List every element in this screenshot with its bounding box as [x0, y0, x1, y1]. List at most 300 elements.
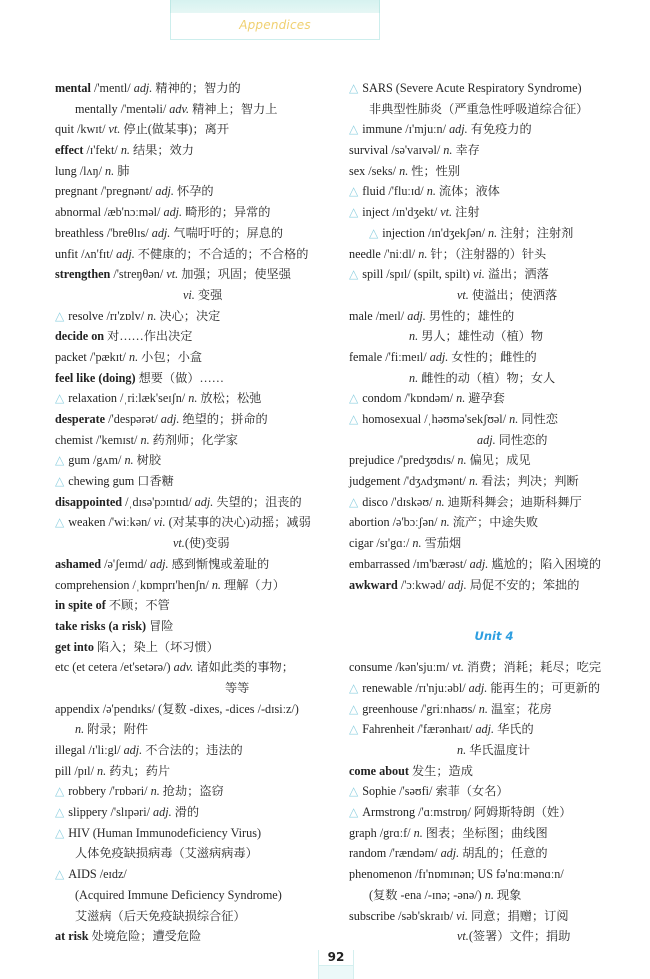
vocab-entry — [349, 843, 639, 864]
part-of-speech: vt. — [457, 929, 469, 944]
triangle-marker-icon: △ — [349, 805, 359, 820]
entry-text: /'ɔːkwəd/ — [397, 577, 449, 592]
definition: 决心；决定 — [156, 308, 221, 323]
vocab-entry — [55, 119, 340, 140]
entry-text: /'dʒʌdʒmənt/ — [400, 474, 469, 489]
vocab-entry — [349, 409, 639, 430]
entry-text: /ɪ'liːgl/ — [85, 743, 124, 757]
triangle-marker-icon: △ — [369, 225, 379, 240]
page-number: 92 — [319, 950, 353, 966]
part-of-speech: n. — [147, 308, 157, 323]
triangle-marker-icon: △ — [349, 412, 359, 426]
definition: 滑的 — [171, 805, 200, 820]
vocab-entry — [55, 843, 340, 864]
triangle-marker-icon: △ — [55, 825, 65, 840]
definition: 同性恋 — [518, 412, 558, 426]
entry-text: /'pækɪt/ — [86, 349, 129, 364]
entry-text: /'griːnhaʊs/ — [417, 701, 479, 716]
triangle-marker-icon: △ — [349, 122, 359, 137]
entry-text: /'kemɪst/ — [92, 432, 141, 447]
vocab-entry — [349, 306, 639, 327]
headword: Armstrong — [362, 805, 416, 820]
entry-text: /'mentl/ — [90, 81, 134, 95]
vocab-entry — [349, 657, 639, 678]
definition: 肺 — [114, 163, 130, 178]
headword: judgement — [349, 474, 401, 489]
part-of-speech: n. — [468, 474, 479, 489]
entry-text: 非典型性肺炎（严重急性呼吸道综合征） — [369, 101, 589, 116]
entry-text: /rɪ'zɒlv/ — [103, 308, 148, 323]
entry-text: /kwɪt/ — [73, 122, 109, 137]
definition: 失望的；沮丧的 — [213, 494, 302, 509]
headword: immune — [362, 122, 403, 137]
definition: 感到惭愧或羞耻的 — [168, 556, 270, 571]
vocab-entry — [55, 781, 340, 802]
vocab-entry — [349, 264, 639, 285]
vocab-entry — [55, 223, 340, 244]
entry-text: /æb'nɔːməl/ — [101, 205, 164, 220]
vocab-entry — [55, 926, 340, 947]
headword: female — [349, 349, 383, 364]
entry-text: /sɪ'gɑː/ — [373, 536, 413, 551]
headword: desperate — [55, 412, 106, 426]
vocab-entry — [55, 347, 340, 368]
entry-text: /'rændəm/ — [386, 846, 441, 861]
headword: slippery — [68, 805, 108, 820]
vocab-entry — [349, 140, 639, 161]
definition: (使)变弱 — [184, 536, 230, 551]
part-of-speech: adj. — [194, 494, 214, 509]
definition: 尴尬的；陷入困境的 — [488, 556, 602, 571]
vocab-entry — [349, 512, 639, 533]
definition: 药剂师；化学家 — [149, 432, 238, 447]
entry-text: /ə'ʃeɪmd/ — [101, 556, 150, 571]
definition: 迪斯科舞会；迪斯科舞厅 — [444, 494, 582, 509]
vocab-entry — [55, 326, 340, 347]
headword: survival — [349, 143, 389, 158]
vocab-entry — [349, 78, 639, 99]
part-of-speech: vt. — [173, 536, 185, 551]
vocab-entry — [349, 161, 639, 182]
definition: 能再生的；可更新的 — [487, 680, 601, 695]
entry-text: /'slɪpəri/ — [107, 805, 154, 820]
headword: relaxation — [68, 391, 117, 406]
part-of-speech: adj. — [469, 556, 489, 571]
definition: 流体；液体 — [435, 184, 500, 199]
triangle-marker-icon: △ — [349, 680, 359, 695]
headword: consume — [349, 660, 393, 675]
vocab-entry — [55, 512, 340, 533]
part-of-speech: n. — [120, 143, 130, 158]
entry-text: /'fiːmeɪl/ — [382, 349, 430, 364]
vocab-entry — [349, 471, 639, 492]
headword: mentally — [75, 101, 118, 116]
part-of-speech: adj. — [116, 246, 135, 261]
definition: 华氏温度计 — [466, 743, 531, 758]
entry-text: /ə'bɔːʃən/ — [389, 515, 441, 530]
vocab-entry — [349, 181, 639, 202]
entry-text: /ɪm'bærəst/ — [409, 556, 470, 571]
headword: sex — [349, 163, 366, 178]
headword: subscribe — [349, 908, 396, 923]
entry-text: /spɪl/ (spilt, spilt) — [383, 267, 473, 282]
definition: 现象 — [493, 887, 522, 902]
part-of-speech: adj. — [448, 577, 467, 592]
spacer — [349, 595, 639, 616]
entry-text: 发生；造成 — [408, 763, 473, 778]
vocab-entry — [55, 409, 340, 430]
entry-text: /'wiːkən/ — [105, 515, 154, 530]
vocab-entry — [55, 719, 340, 740]
entry-text: /'mentəli/ — [117, 101, 170, 116]
part-of-speech: vi. — [153, 515, 166, 530]
headword: take risks (a risk) — [55, 618, 147, 633]
headword: feel like (doing) — [55, 370, 136, 385]
definition: 附录；附件 — [84, 722, 149, 737]
entry-text: /gʌm/ — [89, 453, 125, 468]
headword: chewing gum — [68, 474, 135, 489]
part-of-speech: adj. — [160, 412, 180, 426]
headword: resolve — [68, 308, 104, 323]
vocab-entry — [55, 906, 340, 927]
entry-text: (Acquired Immune Deficiency Syndrome) — [75, 887, 282, 902]
part-of-speech: n. — [478, 701, 488, 716]
part-of-speech: n. — [488, 225, 498, 240]
definition: 不合法的；违法的 — [142, 743, 243, 757]
definition: 畸形的；异常的 — [182, 205, 271, 220]
vocab-entry — [349, 119, 639, 140]
definition: 性；性别 — [408, 163, 461, 178]
headword: greenhouse — [362, 701, 418, 716]
entry-text: 想要（做）…… — [135, 370, 224, 385]
part-of-speech: n. — [140, 432, 150, 447]
headword: packet — [55, 349, 87, 364]
headword: random — [349, 846, 387, 861]
entry-text: 对……作出决定 — [104, 329, 193, 344]
definition: 气喘吁吁的；屏息的 — [170, 225, 284, 240]
headword: male — [349, 308, 373, 323]
left-column — [55, 78, 340, 947]
definition: 偏见；成见 — [466, 453, 531, 468]
entry-text: /'fluːɪd/ — [385, 184, 427, 199]
triangle-marker-icon: △ — [349, 701, 359, 716]
part-of-speech: vt. — [166, 267, 179, 282]
vocab-entry — [55, 823, 340, 844]
definition: 树胶 — [133, 453, 162, 468]
triangle-marker-icon: △ — [55, 453, 65, 468]
part-of-speech: adj. — [155, 184, 174, 199]
vocab-entry — [55, 802, 340, 823]
vocab-entry — [55, 554, 340, 575]
vocab-entry — [55, 264, 340, 285]
running-header — [170, 13, 380, 40]
definition: 有免疫力的 — [467, 122, 532, 137]
part-of-speech: n. — [105, 163, 115, 178]
entry-text: /ˌriːlæk'seɪʃn/ — [116, 391, 189, 406]
headword: fluid — [362, 184, 386, 199]
definition: 注射；注射剂 — [497, 225, 574, 240]
vocab-entry — [55, 202, 340, 223]
headword: etc — [55, 660, 70, 675]
headword: disappointed — [55, 494, 123, 509]
definition: 同意；捐赠；订阅 — [467, 908, 569, 923]
entry-text: /seks/ — [365, 163, 400, 178]
vocab-entry — [349, 244, 639, 265]
vocab-entry — [349, 492, 639, 513]
entry-text: /'dɪskəʊ/ — [387, 494, 436, 509]
headword: pregnant — [55, 184, 98, 199]
vocab-entry — [55, 533, 340, 554]
vocab-entry — [55, 140, 340, 161]
headword: phenomenon — [349, 867, 412, 882]
definition: 注射 — [452, 205, 480, 220]
definition: (签署）文件；捐助 — [468, 929, 571, 944]
part-of-speech: n. — [413, 825, 423, 840]
headword: homosexual — [362, 412, 422, 426]
part-of-speech: n. — [409, 370, 419, 385]
entry-text: /'despərət/ — [105, 412, 161, 426]
headword: get into — [55, 639, 94, 654]
vocab-entry — [55, 740, 340, 761]
definition: 怀孕的 — [173, 184, 214, 199]
part-of-speech: adj. — [153, 805, 172, 820]
vocab-entry — [55, 699, 340, 720]
vocab-entry — [55, 678, 340, 699]
part-of-speech: n. — [456, 391, 466, 406]
definition: 药丸；药片 — [106, 763, 171, 778]
entry-text: /'færənhaɪt/ — [414, 722, 476, 737]
part-of-speech: adj. — [149, 556, 169, 571]
entry-text: /pɪl/ — [71, 763, 97, 778]
vocab-entry — [349, 699, 639, 720]
vocab-entry — [349, 99, 639, 120]
entry-text: (et cetera /et'setərə/) — [69, 660, 174, 675]
triangle-marker-icon: △ — [55, 805, 65, 820]
headword: quit — [55, 122, 74, 137]
entry-text: 陷入；染上（坏习惯） — [93, 639, 219, 654]
entry-text: /ɪn'dʒekt/ — [389, 205, 441, 220]
definition: 女性的；雌性的 — [448, 349, 537, 364]
entry-text: /'pregnənt/ — [97, 184, 156, 199]
vocab-entry — [349, 926, 639, 947]
vocab-entry — [55, 388, 340, 409]
headword: ashamed — [55, 556, 102, 571]
vocab-entry — [55, 368, 340, 389]
vocab-entry — [55, 244, 340, 265]
entry-text: /'predʒʊdɪs/ — [394, 453, 458, 468]
entry-text: /ˌdɪsə'pɔɪntɪd/ — [122, 494, 195, 509]
vocab-entry — [349, 450, 639, 471]
headword: chemist — [55, 432, 93, 447]
part-of-speech: n. — [435, 494, 445, 509]
vocab-entry — [55, 161, 340, 182]
part-of-speech: adj. — [475, 722, 495, 737]
definition: 诸如此类的事物； — [193, 660, 294, 675]
headword: breathless — [55, 225, 104, 240]
part-of-speech: n. — [509, 412, 519, 426]
part-of-speech: vt. — [108, 122, 121, 137]
entry-text: /rɪ'njuːəbl/ — [412, 680, 469, 695]
part-of-speech: vi. — [456, 908, 468, 923]
page-number-box — [318, 950, 354, 979]
entry-text: 艾滋病（后天免疫缺损综合征） — [75, 908, 246, 923]
entry-text: /grɑːf/ — [376, 825, 414, 840]
page-number-decoration — [319, 966, 353, 979]
entry-text: /səb'skraɪb/ — [395, 908, 457, 923]
vocab-entry — [349, 719, 639, 740]
headword: lung — [55, 163, 77, 178]
entry-text: (复数 -ena /-ɪnə; -ənə/) — [369, 887, 485, 902]
vocab-entry — [55, 181, 340, 202]
entry-text: 处境危险；遭受危险 — [88, 929, 202, 944]
definition: 使溢出；使洒落 — [468, 287, 558, 302]
definition: 避孕套 — [465, 391, 505, 406]
entry-text: /ˌhəʊmə'sekʃʊəl/ — [421, 412, 510, 426]
headword: mental — [55, 81, 91, 95]
header-decorative-band — [170, 0, 380, 14]
definition: 变强 — [194, 287, 223, 302]
part-of-speech: vi. — [183, 287, 195, 302]
vocab-entry — [55, 761, 340, 782]
headword: cigar — [349, 536, 374, 551]
entry-text: /ʌn'fɪt/ — [78, 246, 117, 261]
entry-text: /ɪ'fekt/ — [83, 143, 121, 158]
part-of-speech: vi. — [472, 267, 485, 282]
part-of-speech: n. — [412, 536, 422, 551]
vocab-entry — [349, 823, 639, 844]
vocab-entry — [55, 285, 340, 306]
vocab-entry — [55, 595, 340, 616]
triangle-marker-icon: △ — [349, 722, 359, 737]
part-of-speech: n. — [399, 163, 409, 178]
part-of-speech: n. — [128, 349, 139, 364]
headword: graph — [349, 825, 377, 840]
part-of-speech: adj. — [429, 349, 449, 364]
headword: SARS — [362, 81, 393, 95]
section-title: Appendices — [239, 18, 311, 32]
vocab-entry — [55, 575, 340, 596]
headword: weaken — [68, 515, 106, 530]
definition: 局促不安的；笨拙的 — [466, 577, 580, 592]
vocab-entry — [55, 471, 340, 492]
entry-text: 口香糖 — [134, 474, 174, 489]
headword: gum — [68, 453, 90, 468]
triangle-marker-icon: △ — [349, 784, 359, 799]
triangle-marker-icon: △ — [55, 474, 65, 489]
definition: 幸存 — [452, 143, 480, 158]
vocab-entry — [349, 864, 639, 885]
unit-heading: Unit 4 — [474, 628, 514, 643]
vocab-entry — [349, 885, 639, 906]
part-of-speech: n. — [409, 329, 419, 344]
part-of-speech: adj. — [468, 680, 488, 695]
headword: Fahrenheit — [362, 722, 415, 737]
entry-text: 等等 — [225, 680, 250, 695]
entry-text: /sə'vaɪvəl/ — [388, 143, 444, 158]
part-of-speech: n. — [457, 743, 467, 758]
definition: 雌性的动（植）物；女人 — [418, 370, 556, 385]
headword: inject — [362, 205, 390, 220]
part-of-speech: adj. — [407, 308, 426, 323]
entry-text: /eɪdz/ — [96, 867, 127, 882]
definition: 雪茄烟 — [421, 536, 462, 551]
entry-text: /'ɑːmstrɒŋ/ 阿姆斯特朗（姓） — [415, 805, 572, 820]
definition: 溢出；洒落 — [484, 267, 549, 282]
headword: unfit — [55, 246, 79, 261]
entry-text: 人体免疫缺损病毒（艾滋病病毒） — [75, 846, 258, 861]
part-of-speech: vt. — [440, 205, 453, 220]
part-of-speech: vt. — [452, 660, 464, 675]
vocab-entry — [55, 637, 340, 658]
headword: needle — [349, 246, 381, 261]
definition: 放松；松弛 — [197, 391, 262, 406]
part-of-speech: n. — [211, 577, 221, 592]
vocab-entry — [349, 761, 639, 782]
vocab-entry — [55, 78, 340, 99]
part-of-speech: n. — [484, 887, 494, 902]
vocab-entry — [349, 781, 639, 802]
definition: 绝望的；拼命的 — [179, 412, 268, 426]
vocab-entry — [349, 802, 639, 823]
vocab-entry — [55, 885, 340, 906]
triangle-marker-icon: △ — [349, 184, 359, 199]
part-of-speech: n. — [188, 391, 198, 406]
vocab-entry — [55, 657, 340, 678]
entry-text: /lʌŋ/ — [76, 163, 106, 178]
headword: appendix — [55, 701, 100, 716]
entry-text: /'rɒbəri/ — [106, 784, 151, 799]
entry-text: 冒险 — [146, 618, 174, 633]
vocab-entry — [349, 368, 639, 389]
headword: abnormal — [55, 205, 102, 220]
triangle-marker-icon: △ — [55, 515, 65, 530]
headword: awkward — [349, 577, 398, 592]
triangle-marker-icon: △ — [349, 391, 359, 406]
part-of-speech: n. — [457, 453, 467, 468]
part-of-speech: n. — [418, 246, 428, 261]
definition: 图表；坐标图；曲线图 — [422, 825, 548, 840]
triangle-marker-icon: △ — [349, 81, 359, 95]
vocab-entry — [349, 678, 639, 699]
entry-text: /ə'pendɪks/ (复数 -dixes, -dices /-dɪsiːz/) — [99, 701, 299, 716]
definition: 结果；效力 — [129, 143, 194, 158]
entry-text: (Severe Acute Respiratory Syndrome) — [392, 81, 582, 95]
entry-text: /meɪl/ — [372, 308, 408, 323]
part-of-speech: n. — [443, 143, 453, 158]
vocab-entry — [55, 430, 340, 451]
entry-text: /kən'sjuːm/ — [392, 660, 453, 675]
vocab-entry — [55, 864, 340, 885]
vocab-entry — [55, 306, 340, 327]
part-of-speech: adj. — [440, 846, 460, 861]
triangle-marker-icon: △ — [55, 784, 65, 799]
triangle-marker-icon: △ — [55, 391, 65, 406]
vocab-entry — [55, 99, 340, 120]
definition: 小包；小盒 — [138, 349, 203, 364]
entry-text: /ɪn'dʒekʃən/ — [424, 225, 489, 240]
vocab-entry — [349, 202, 639, 223]
definition: 温室；花房 — [487, 701, 552, 716]
vocab-entry — [349, 326, 639, 347]
triangle-marker-icon: △ — [349, 205, 359, 220]
vocab-entry — [349, 554, 639, 575]
definition: (对某事的决心)动摇；减弱 — [165, 515, 311, 530]
headword: condom — [362, 391, 402, 406]
entry-text: /'niːdl/ — [380, 246, 419, 261]
vocab-entry — [349, 347, 639, 368]
entry-text: /'səʊfi/ 索菲（女名） — [396, 784, 509, 799]
entry-text: /ˌkɒmprɪ'henʃn/ — [129, 577, 212, 592]
